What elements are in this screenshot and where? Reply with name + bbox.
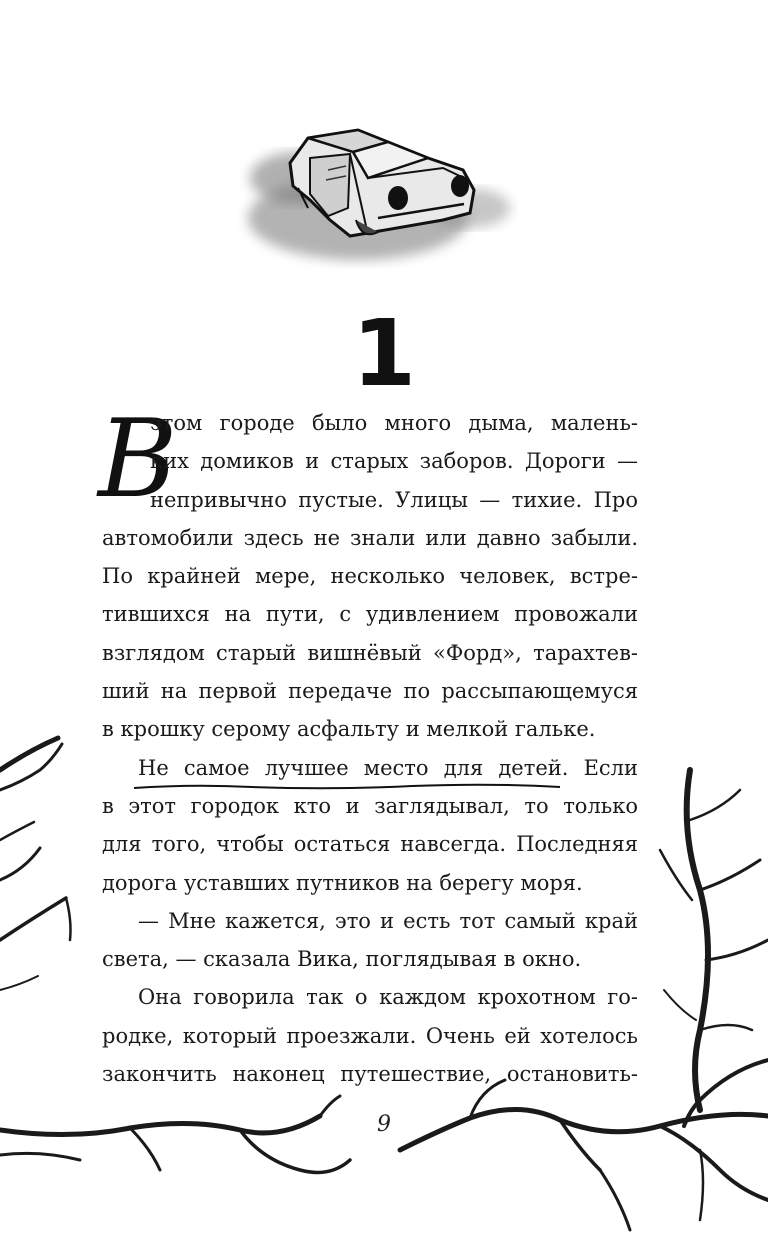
hand-underline bbox=[132, 782, 562, 792]
underlined-text: Не самое лучшее место для детей bbox=[138, 755, 562, 780]
underlined-phrase bbox=[138, 756, 562, 780]
text-line: закончить наконец путешествие, остановить- bbox=[102, 1062, 638, 1087]
body-text bbox=[102, 404, 638, 1093]
text-line: в крошку серому асфальту и мелкой гальке. bbox=[102, 717, 596, 742]
text-line: родке, который проезжали. Очень ей хотелось bbox=[102, 1023, 638, 1048]
text-line: ший на первой передаче по рассыпающемуся bbox=[102, 679, 638, 704]
text-line: дорога уставших путников на берегу моря. bbox=[102, 870, 583, 895]
text-line: непривычно пустые. Улицы — тихие. Про bbox=[150, 487, 638, 512]
text-line: для того, чтобы остаться навсегда. Последняя bbox=[102, 832, 638, 857]
text-line: этом городе было много дыма, малень- bbox=[150, 411, 638, 435]
text-line: автомобили здесь не знали или давно забыли. bbox=[102, 525, 638, 550]
drop-cap: В bbox=[98, 397, 178, 522]
text-line: света, — сказала Вика, поглядывая в окно. bbox=[102, 947, 582, 972]
chapter-number: 1 bbox=[351, 300, 416, 407]
page-number: 9 bbox=[377, 1112, 391, 1137]
text-line: ких домиков и старых заборов. Дороги — bbox=[150, 449, 638, 474]
text-line: — Мне кажется, это и есть тот самый край bbox=[138, 908, 638, 933]
text-line: тившихся на пути, с удивлением провожали bbox=[102, 602, 638, 627]
text-line: в этот городок кто и заглядывал, то только bbox=[102, 793, 638, 818]
text-line: Она говорила так о каждом крохотном го- bbox=[138, 985, 638, 1010]
text-line: взглядом старый вишнёвый «Форд», тарахтев- bbox=[102, 640, 638, 665]
text-fragment: . Если bbox=[561, 755, 639, 780]
car-illustration bbox=[238, 108, 528, 278]
text-line: По крайней мере, несколько человек, встре- bbox=[102, 564, 638, 589]
text-line bbox=[102, 749, 638, 787]
